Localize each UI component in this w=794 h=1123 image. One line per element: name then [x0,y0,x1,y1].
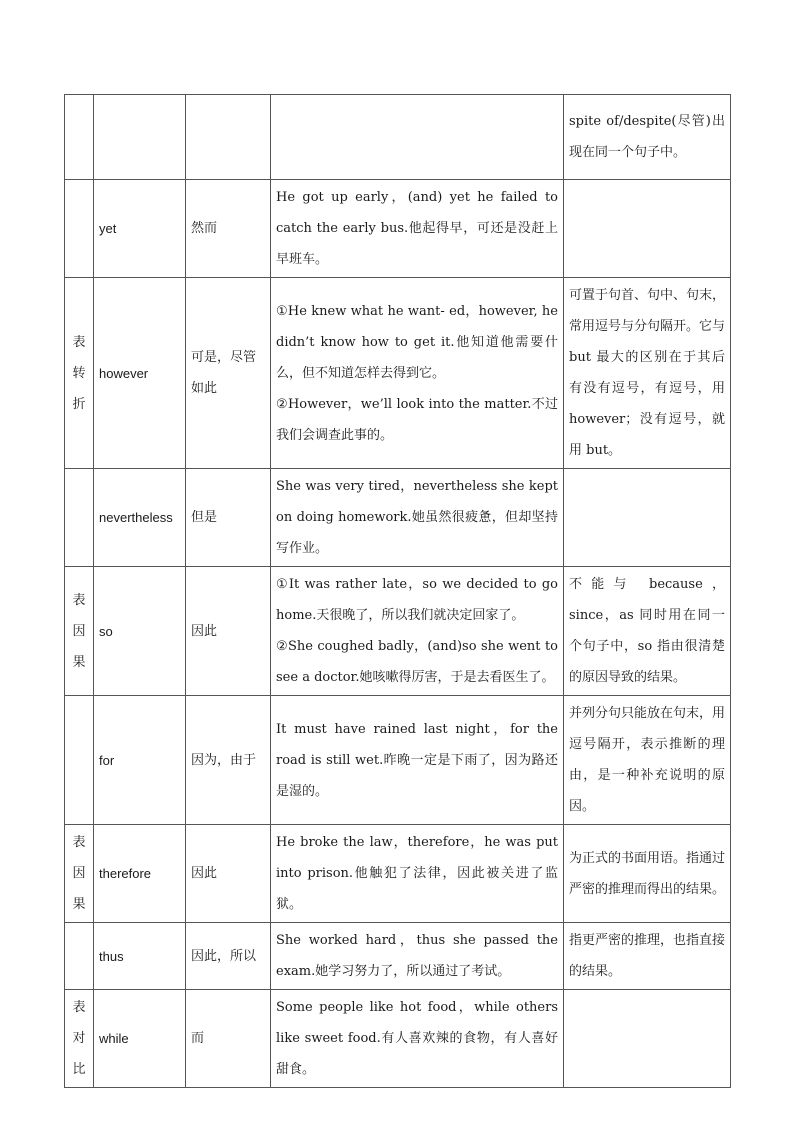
category-char: 因 [72,866,86,881]
category-cell [65,95,94,180]
usage-note [564,990,731,1088]
usage-note [564,469,731,567]
category-char: 表 [72,1000,86,1015]
category-char: 转 [72,365,86,381]
category-char: 折 [72,396,86,412]
example-sentence: Some people like hot food，while others like sweet food.有人喜欢辣的食物，有人喜好甜食。 [276,1000,558,1077]
table-body [65,95,731,1088]
table-row [65,923,731,990]
meaning-cell: 因此，所以 [186,923,271,990]
example-sentence: She worked hard，thus she passed the exam.她学习努力了，所以通过了考试。 [276,933,558,979]
example-cell [271,825,564,923]
example-sentence: She was very tired，nevertheless she kept on doing homework.她虽然很疲惫，但却坚持写作业。 [276,479,558,556]
example-cell [271,278,564,469]
example-cell [271,990,564,1088]
conjunction-word: so [94,567,186,696]
category-char: 表 [72,334,86,350]
category-char: 比 [72,1062,86,1077]
category-char: 果 [72,654,86,670]
meaning-cell: 因为，由于 [186,696,271,825]
example-sentence: ①It was rather late，so we decided to go home.天很晚了，所以我们就决定回家了。 [276,577,558,623]
example-sentence: ②She coughed badly，(and)so she went to see a doctor.她咳嗽得厉害，于是去看医生了。 [276,639,558,685]
category-cell [65,696,94,825]
category-cell [65,469,94,567]
example-cell [271,923,564,990]
meaning-cell: 可是，尽管如此 [186,278,271,469]
category-cell [65,923,94,990]
usage-note: spite of/despite(尽管)出现在同一个句子中。 [564,95,731,180]
category-cell [65,180,94,278]
category-char: 因 [72,623,86,639]
category-cell [65,990,94,1088]
table-row [65,990,731,1088]
usage-note [564,180,731,278]
category-char: 表 [72,835,86,850]
meaning-cell: 然而 [186,180,271,278]
example-sentence: He got up early，(and) yet he failed to catch the early bus.他起得早，可还是没赶上早班车。 [276,190,558,267]
example-cell [271,567,564,696]
conjunction-word: yet [94,180,186,278]
meaning-cell: 但是 [186,469,271,567]
meaning-cell [186,95,271,180]
category-char: 表 [72,592,86,608]
table-row [65,469,731,567]
usage-note: 可置于句首、句中、句末，常用逗号与分句隔开。它与 but 最大的区别在于其后有没有逗号，有逗号，用 however；没有逗号，就用 but。 [564,278,731,469]
category-char: 果 [72,897,86,912]
meaning-cell: 因此 [186,567,271,696]
example-sentence: ①He knew what he want- ed，however, he didn’t know how to get it.他知道他需要什么，但不知道怎样去得到它。 [276,303,558,381]
meaning-cell: 而 [186,990,271,1088]
conjunction-word: however [94,278,186,469]
table-row [65,180,731,278]
example-cell [271,95,564,180]
conjunction-table [64,94,731,1088]
conjunction-word: for [94,696,186,825]
table-row [65,567,731,696]
conjunction-word: while [94,990,186,1088]
example-sentence: He broke the law，therefore，he was put into prison.他触犯了法律，因此被关进了监狱。 [276,835,558,912]
table-row [65,696,731,825]
conjunction-word [94,95,186,180]
table-row [65,278,731,469]
category-char: 对 [72,1031,86,1046]
usage-note: 并列分句只能放在句末，用逗号隔开，表示推断的理由，是一种补充说明的原因。 [564,696,731,825]
example-cell [271,696,564,825]
usage-note: 指更严密的推理，也指直接的结果。 [564,923,731,990]
conjunction-word: thus [94,923,186,990]
category-cell [65,278,94,469]
conjunction-word: therefore [94,825,186,923]
usage-note: 不能与 because，since，as 同时用在同一个句子中，so 指由很清楚的原因导致的结果。 [564,567,731,696]
category-cell [65,567,94,696]
category-cell [65,825,94,923]
table-row [65,95,731,180]
example-cell [271,180,564,278]
example-cell [271,469,564,567]
example-sentence: It must have rained last night，for the road is still wet.昨晚一定是下雨了，因为路还是湿的。 [276,721,558,799]
usage-note: 为正式的书面用语。指通过严密的推理而得出的结果。 [564,825,731,923]
example-sentence: ②However，we’ll look into the matter.不过我们会调查此事的。 [276,396,558,443]
meaning-cell: 因此 [186,825,271,923]
conjunction-word: nevertheless [94,469,186,567]
table-row [65,825,731,923]
